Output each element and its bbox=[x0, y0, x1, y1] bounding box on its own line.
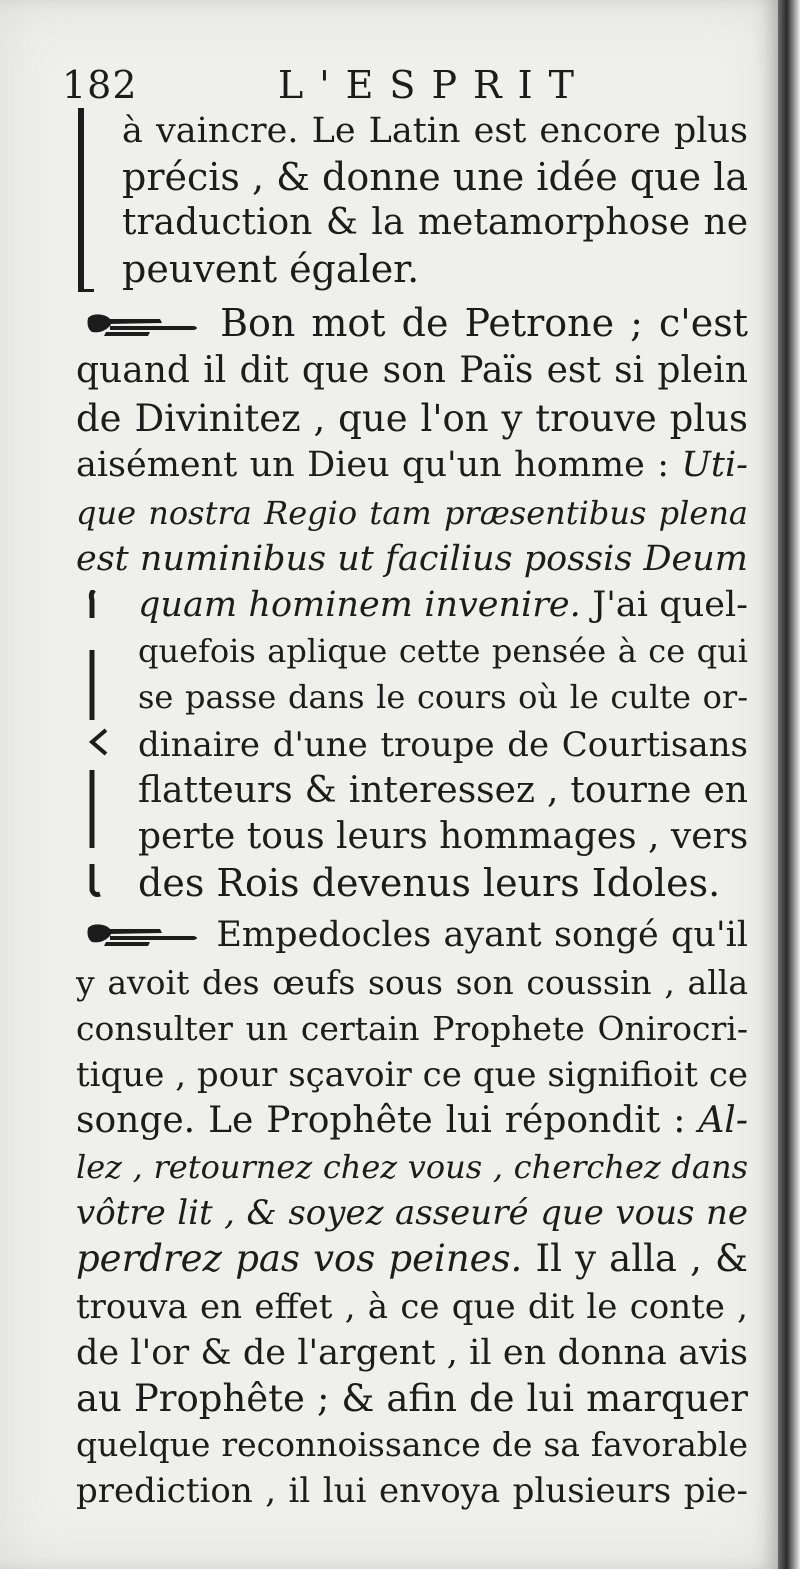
italic-line: que nostra Regio tam præsentibus plena bbox=[76, 494, 748, 532]
paragraph-opening-line bbox=[84, 912, 748, 958]
text-line: à vaincre. Le Latin est encore plus bbox=[122, 111, 748, 151]
text-span: J'ai quel- bbox=[592, 585, 748, 625]
text-line: dinaire d'une troupe de Courtisans bbox=[138, 725, 748, 765]
italic-line: est numinibus ut facilius possis Deum bbox=[76, 539, 748, 579]
text-line: se passe dans le cours où le culte or- bbox=[138, 678, 748, 716]
text-line: des Rois devenus leurs Idoles. bbox=[138, 861, 721, 905]
text-span: Il y alla , & bbox=[535, 1237, 748, 1280]
text-line bbox=[76, 1098, 748, 1144]
text-line: au Prophête ; & afin de lui marquer bbox=[76, 1377, 748, 1420]
text-span: Empedocles ayant songé qu'il bbox=[216, 915, 748, 955]
text-line: peuvent égaler. bbox=[122, 247, 420, 291]
paragraph-opening-line bbox=[84, 300, 748, 346]
pointing-hand-icon bbox=[84, 920, 204, 950]
text-line: consulter un certain Prophete Onirocri- bbox=[76, 1009, 748, 1048]
pointing-hand-icon bbox=[84, 310, 204, 340]
text-line bbox=[138, 582, 748, 628]
italic-line: vôtre lit , & soyez asseuré que vous ne bbox=[76, 1193, 748, 1233]
italic-line: lez , retournez chez vous , cherchez dans bbox=[76, 1148, 748, 1186]
text-line bbox=[76, 442, 748, 488]
text-line: y avoit des œufs sous son coussin , alla bbox=[76, 963, 748, 1002]
text-line: traduction & la metamorphose ne bbox=[122, 202, 748, 243]
italic-span: quam hominem invenire. bbox=[138, 585, 581, 625]
text-line: quand il dit que son Païs est si plein bbox=[76, 350, 748, 391]
running-title: L'ESPRIT bbox=[278, 63, 590, 107]
text-span: Bon mot de Petrone ; c'est bbox=[220, 301, 748, 345]
text-line: perte tous leurs hommages , vers bbox=[138, 816, 749, 857]
text-span: songe. Le Prophête lui répondit : bbox=[76, 1100, 686, 1141]
text-line: précis , & donne une idée que la bbox=[122, 155, 748, 199]
page-number: 182 bbox=[62, 63, 138, 107]
book-gutter bbox=[778, 0, 800, 1569]
italic-span: perdrez pas vos peines. bbox=[76, 1237, 523, 1280]
text-line: trouva en effet , à ce que dit le conte , bbox=[76, 1287, 748, 1327]
text-line: quefois aplique cette pensée à ce qui bbox=[138, 632, 748, 670]
margin-bracket-angle bbox=[86, 590, 146, 900]
text-line: prediction , il lui envoya plusieurs pie- bbox=[76, 1471, 748, 1511]
text-line: de Divinitez , que l'on y trouve plus bbox=[76, 397, 748, 440]
text-span: aisément un Dieu qu'un homme : bbox=[76, 445, 669, 485]
italic-span: Al- bbox=[698, 1100, 748, 1141]
text-line: de l'or & de l'argent , il en donna avis bbox=[76, 1333, 748, 1373]
text-line: tique , pour sçavoir ce que signifioit ce bbox=[76, 1055, 748, 1095]
text-line bbox=[76, 1236, 748, 1282]
text-line: quelque reconnoissance de sa favorable bbox=[76, 1425, 748, 1464]
margin-bracket bbox=[78, 108, 94, 292]
italic-span: Uti- bbox=[681, 445, 748, 485]
text-line: flatteurs & interessez , tourne en bbox=[138, 770, 748, 811]
